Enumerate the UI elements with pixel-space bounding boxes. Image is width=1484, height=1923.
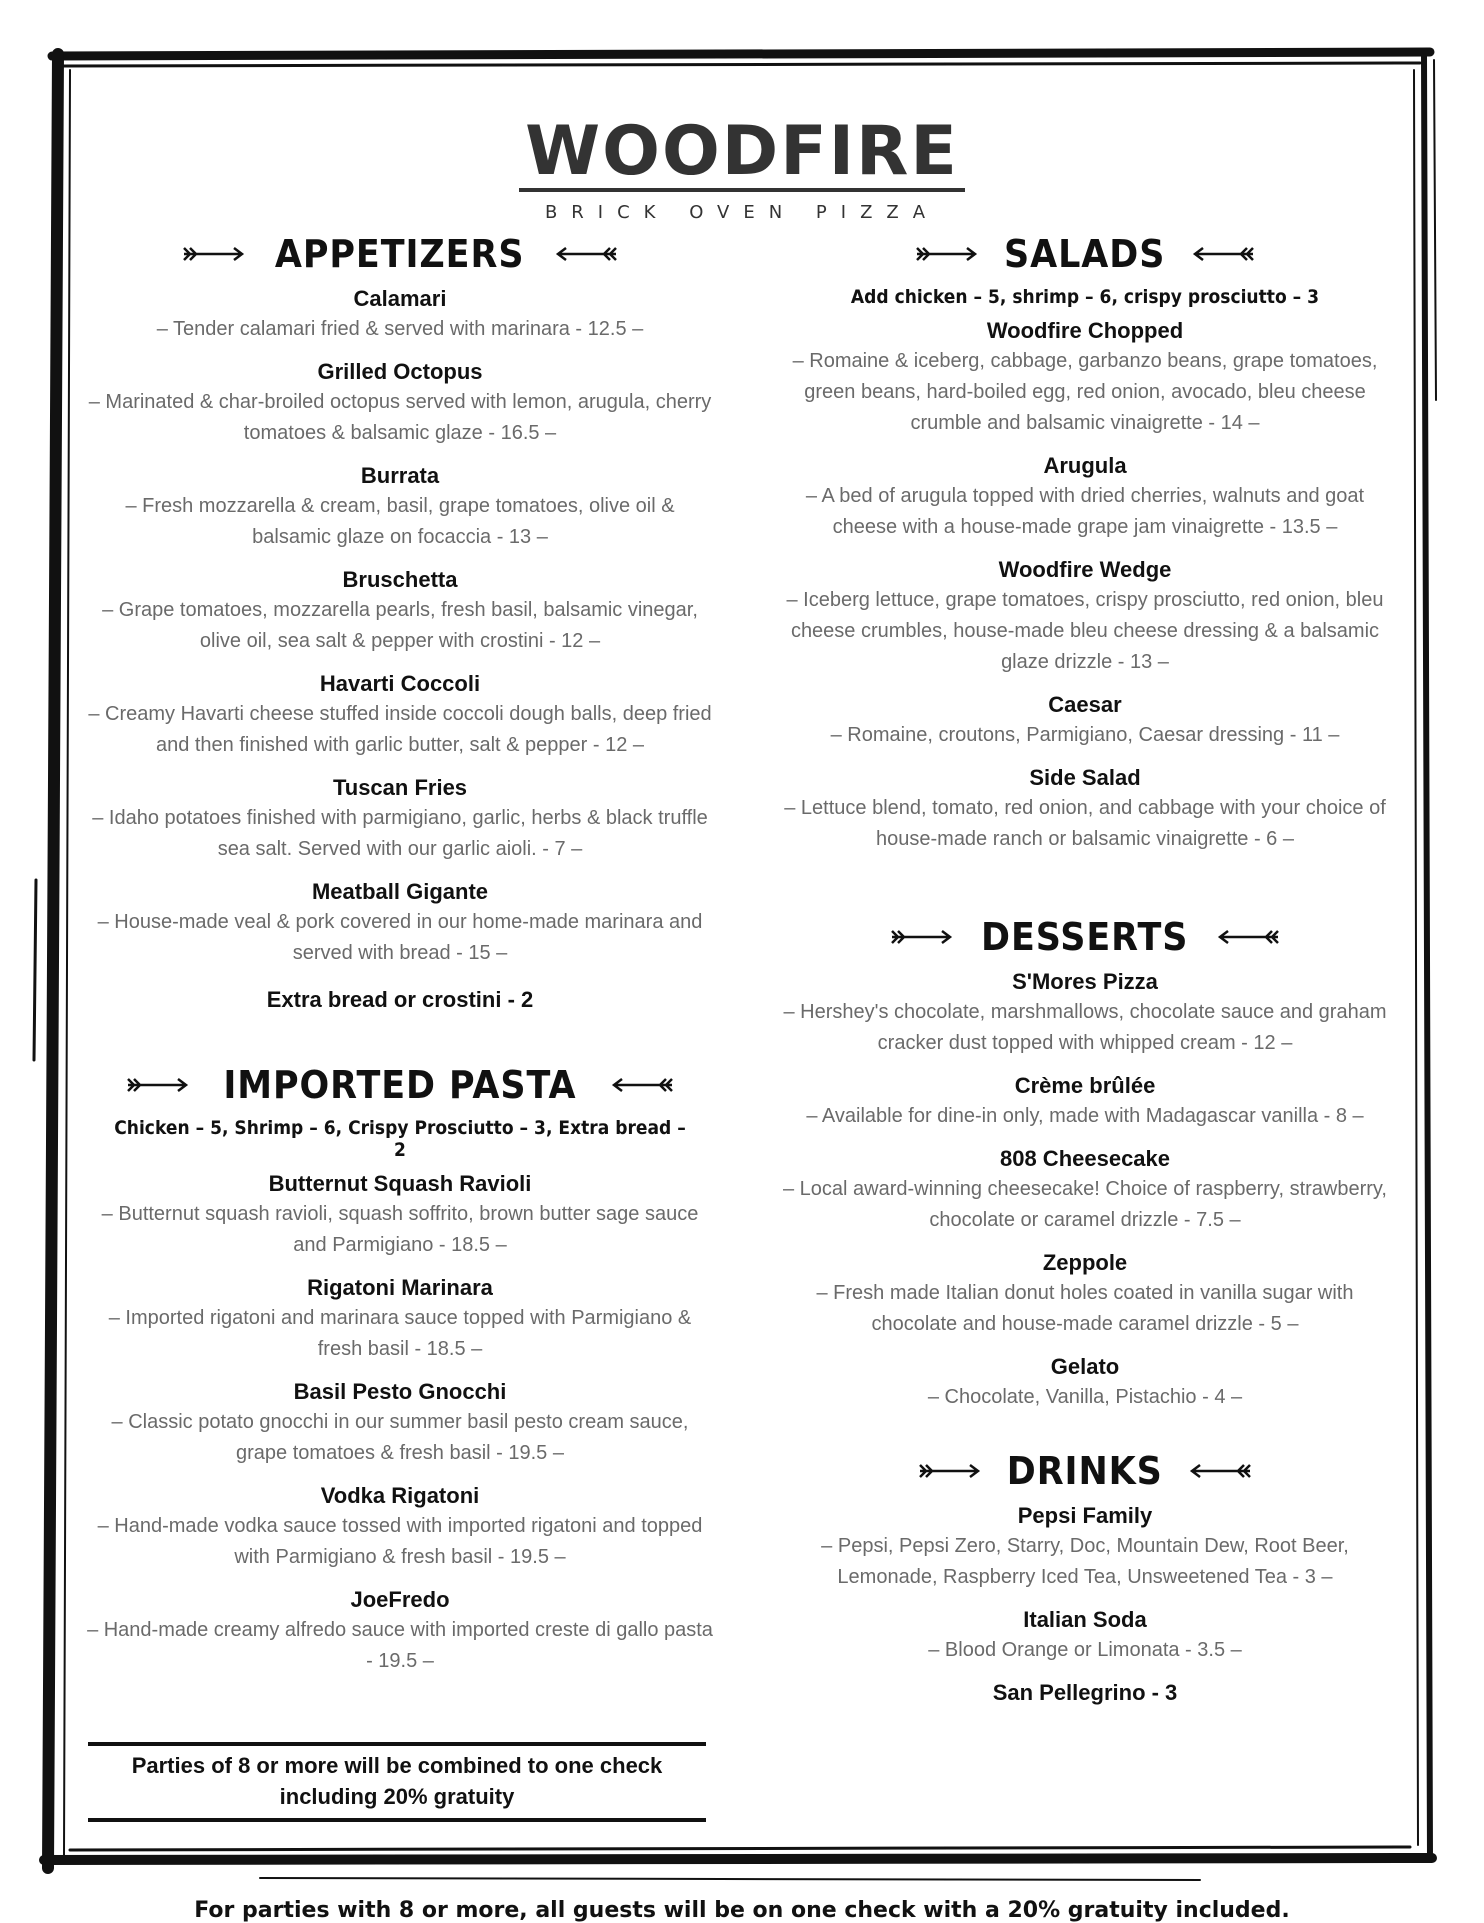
salads-header — [770, 224, 1400, 284]
menu-item — [80, 1377, 720, 1469]
arrow-left-icon — [610, 1075, 674, 1095]
arrow-left-icon — [554, 244, 618, 264]
brand-logo — [0, 112, 1484, 223]
item-description: – Local award-winning cheesecake! Choice of raspberry, strawberry, chocolate or caramel drizzle - 7.5 – — [783, 1178, 1387, 1231]
item-description: – Romaine & iceberg, cabbage, garbanzo beans, grape tomatoes, green beans, hard-boiled egg, red onion, avocado, bleu cheese crumble and balsamic vinaigrette - 14 – — [792, 350, 1378, 434]
item-name: S'Mores Pizza — [1012, 969, 1158, 994]
item-name: Caesar — [1048, 692, 1122, 717]
menu-item — [80, 461, 720, 553]
item-description: – Idaho potatoes finished with parmigiano, garlic, herbs & black truffle sea salt. Served with our garlic aioli. - 7 – — [92, 807, 708, 860]
footer-gratuity-note: For parties with 8 or more, all guests will be on one check with a 20% gratuity included. — [194, 1898, 1290, 1923]
menu-item — [80, 284, 720, 345]
desserts-title: DESSERTS — [981, 915, 1189, 959]
item-name: Meatball Gigante — [311, 879, 489, 904]
item-description: – Lettuce blend, tomato, red onion, and cabbage with your choice of house-made ranch or balsamic vinaigrette - 6 – — [784, 797, 1386, 850]
menu-item — [80, 1273, 720, 1365]
menu-item — [770, 1144, 1400, 1236]
item-description: – Hand-made creamy alfredo sauce with imported creste di gallo pasta - 19.5 – — [87, 1619, 713, 1672]
menu-item — [80, 1169, 720, 1261]
item-description: – Creamy Havarti cheese stuffed inside coccoli dough balls, deep fried and then finished with garlic butter, salt & pepper - 12 – — [88, 703, 712, 756]
pasta-header — [80, 1055, 720, 1115]
item-name: Arugula — [1043, 453, 1127, 478]
arrow-right-icon — [915, 244, 979, 264]
item-name: Tuscan Fries — [332, 775, 468, 800]
party-gratuity-notice: Parties of 8 or more will be combined to one check including 20% gratuity — [88, 1742, 706, 1822]
item-description: – Hand-made vodka sauce tossed with imported rigatoni and topped with Parmigiano & fresh basil - 19.5 – — [97, 1515, 703, 1568]
item-description: – Fresh made Italian donut holes coated in vanilla sugar with chocolate and house-made caramel drizzle - 5 – — [816, 1282, 1354, 1335]
drinks-header — [770, 1441, 1400, 1501]
item-name: Crème brûlée — [1014, 1073, 1156, 1098]
arrow-right-icon — [126, 1075, 190, 1095]
item-description: – Fresh mozzarella & cream, basil, grape tomatoes, olive oil & balsamic glaze on focaccia - 13 – — [125, 495, 675, 548]
san-pellegrino-item: San Pellegrino - 3 — [992, 1680, 1178, 1705]
drinks-title: DRINKS — [1007, 1449, 1163, 1493]
item-description: – Classic potato gnocchi in our summer basil pesto cream sauce, grape tomatoes & fresh basil - 19.5 – — [111, 1411, 689, 1464]
menu-item — [770, 967, 1400, 1059]
salad-addons: Add chicken – 5, shrimp – 6, crispy prosciutto – 3 — [850, 286, 1320, 308]
item-description: – Iceberg lettuce, grape tomatoes, crispy prosciutto, red onion, bleu cheese crumbles, house-made bleu cheese dressing & a balsamic glaze drizzle - 13 – — [786, 589, 1384, 673]
item-name: Vodka Rigatoni — [320, 1483, 480, 1508]
right-column — [770, 224, 1400, 1708]
item-description: – A bed of arugula topped with dried cherries, walnuts and goat cheese with a house-made grape jam vinaigrette - 13.5 – — [805, 485, 1365, 538]
pasta-title: IMPORTED PASTA — [223, 1063, 577, 1107]
desserts-header — [770, 907, 1400, 967]
item-name: Burrata — [360, 463, 440, 488]
item-description: – Romaine, croutons, Parmigiano, Caesar dressing - 11 – — [830, 724, 1340, 746]
left-column — [80, 224, 720, 1689]
item-name: JoeFredo — [350, 1587, 450, 1612]
item-name: Bruschetta — [342, 567, 458, 592]
menu-item — [770, 555, 1400, 678]
salads-title: SALADS — [1004, 232, 1166, 276]
menu-item — [80, 877, 720, 969]
item-name: Calamari — [353, 286, 447, 311]
brand-tagline: BRICK OVEN PIZZA — [544, 202, 940, 223]
arrow-left-icon — [1188, 1461, 1252, 1481]
item-name: Basil Pesto Gnocchi — [293, 1379, 507, 1404]
extra-bread-note: Extra bread or crostini - 2 — [266, 987, 534, 1012]
item-name: Woodfire Chopped — [986, 318, 1184, 343]
item-description: – Marinated & char-broiled octopus served with lemon, arugula, cherry tomatoes & balsamic glaze - 16.5 – — [88, 391, 712, 444]
item-name: Grilled Octopus — [317, 359, 483, 384]
item-description: – Butternut squash ravioli, squash soffrito, brown butter sage sauce and Parmigiano - 18.5 – — [101, 1203, 699, 1256]
item-description: – Grape tomatoes, mozzarella pearls, fresh basil, balsamic vinegar, olive oil, sea salt & pepper with crostini - 12 – — [102, 599, 698, 652]
item-description: – Available for dine-in only, made with Madagascar vanilla - 8 – — [806, 1105, 1364, 1127]
item-description: – Hershey's chocolate, marshmallows, chocolate sauce and graham cracker dust topped with whipped cream - 12 – — [783, 1001, 1387, 1054]
menu-item — [770, 763, 1400, 855]
item-description: – Tender calamari fried & served with marinara - 12.5 – — [156, 318, 644, 340]
item-name: Italian Soda — [1023, 1607, 1147, 1632]
item-name: 808 Cheesecake — [999, 1146, 1171, 1171]
appetizers-title: APPETIZERS — [275, 232, 525, 276]
menu-item — [80, 773, 720, 865]
appetizers-header — [80, 224, 720, 284]
item-name: Gelato — [1050, 1354, 1120, 1379]
menu-item — [770, 1605, 1400, 1666]
item-description: – Pepsi, Pepsi Zero, Starry, Doc, Mountain Dew, Root Beer, Lemonade, Raspberry Iced Tea, Unsweetened Tea - 3 – — [821, 1535, 1349, 1588]
item-name: Rigatoni Marinara — [307, 1275, 493, 1300]
menu-item — [770, 1501, 1400, 1593]
arrow-left-icon — [1191, 244, 1255, 264]
menu-item — [770, 1248, 1400, 1340]
menu-item — [80, 1481, 720, 1573]
item-name: Side Salad — [1029, 765, 1141, 790]
arrow-right-icon — [890, 927, 954, 947]
pasta-addons: Chicken – 5, Shrimp – 6, Crispy Prosciutto – 3, Extra bread – 2 — [114, 1117, 686, 1161]
menu-item — [80, 669, 720, 761]
menu-item — [80, 357, 720, 449]
item-name: Pepsi Family — [1017, 1503, 1153, 1528]
arrow-left-icon — [1216, 927, 1280, 947]
item-name: Woodfire Wedge — [998, 557, 1172, 582]
menu-item — [770, 1071, 1400, 1132]
brand-name: WOODFIRE — [519, 118, 965, 192]
menu-item — [80, 565, 720, 657]
menu-item — [770, 316, 1400, 439]
menu-item — [80, 1585, 720, 1677]
menu-item — [770, 690, 1400, 751]
menu-item — [770, 1352, 1400, 1413]
menu-item — [770, 451, 1400, 543]
item-description: – Chocolate, Vanilla, Pistachio - 4 – — [927, 1386, 1243, 1408]
item-name: Havarti Coccoli — [319, 671, 481, 696]
item-name: Butternut Squash Ravioli — [268, 1171, 532, 1196]
arrow-right-icon — [918, 1461, 982, 1481]
item-description: – Imported rigatoni and marinara sauce topped with Parmigiano & fresh basil - 18.5 – — [108, 1307, 692, 1360]
item-name: Zeppole — [1042, 1250, 1128, 1275]
item-description: – Blood Orange or Limonata - 3.5 – — [928, 1639, 1242, 1661]
arrow-right-icon — [182, 244, 246, 264]
item-description: – House-made veal & pork covered in our home-made marinara and served with bread - 15 – — [97, 911, 703, 964]
